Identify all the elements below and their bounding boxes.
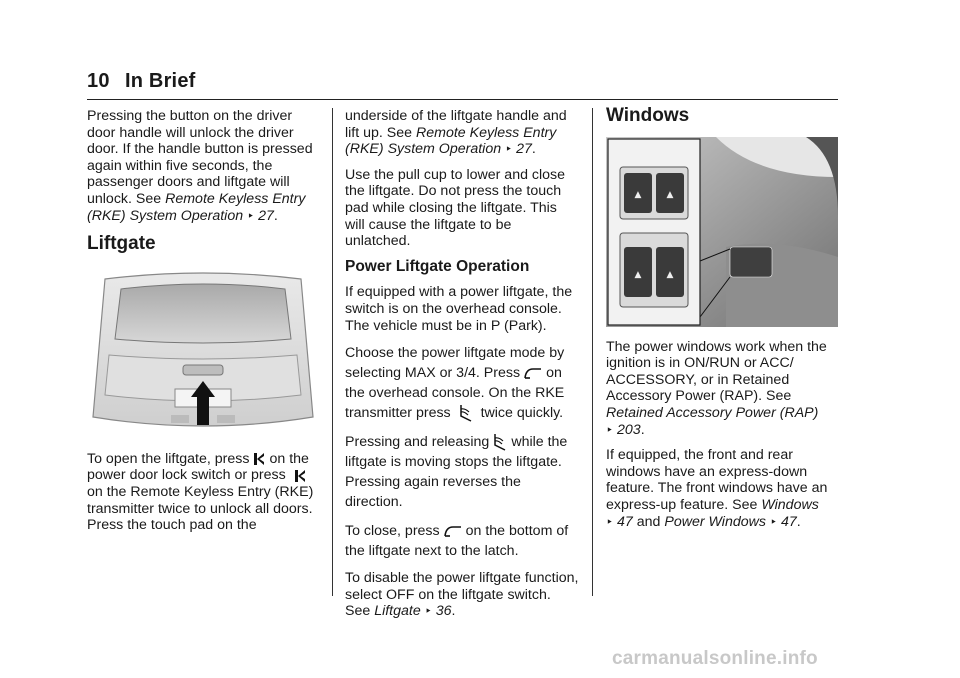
window-switch-photo — [606, 137, 838, 327]
page-ref-symbol: ‣ — [769, 514, 778, 529]
page-ref-27[interactable]: 27 — [258, 207, 274, 224]
liftgate-button-icon — [444, 525, 462, 537]
column-2 — [345, 108, 579, 629]
paragraph-close: To close, press on the bottom of the liftgate next to the latch. — [345, 523, 569, 560]
rke-liftgate-icon — [459, 404, 473, 422]
heading-windows: Windows — [606, 105, 690, 126]
paragraph-switch-location: If equipped with a power liftgate, the switch is on the overhead console. The vehicle must be in P (Park). — [345, 284, 573, 334]
paragraph-open-liftgate: To open the liftgate, press on the power door lock switch or press on the Remote Keyless Entry (RKE) transmitter twice to unlock all doors. Press the touch pad on the — [87, 450, 314, 534]
svg-text:▲: ▲ — [666, 269, 674, 280]
page-ref-47a[interactable]: 47 — [617, 513, 633, 530]
page-ref-symbol: ‣ — [606, 422, 614, 437]
link-rap[interactable]: Retained Accessory Power (RAP) — [606, 404, 819, 421]
section-title: In Brief — [125, 70, 196, 92]
page-number: 10 — [87, 70, 110, 92]
header-rule — [87, 99, 838, 100]
link-rke-system-2[interactable]: Remote Keyless Entry (RKE) System Operation — [345, 124, 557, 158]
unlock-icon — [253, 452, 265, 466]
page-ref-47b[interactable]: 47 — [780, 513, 797, 530]
paragraph-door-unlock: Pressing the button on the driver door handle will unlock the driver door. If the handle button is pressed again within five seconds, the passenger doors and liftgate will unlock. See Remote Keyless Entry (RKE) System Operation ‣ 27. — [87, 108, 313, 224]
page-ref-symbol: ‣ — [505, 142, 513, 157]
page-ref-symbol: ‣ — [424, 604, 432, 619]
heading-power-liftgate: Power Liftgate Operation — [345, 257, 530, 275]
link-windows[interactable]: Windows — [761, 496, 819, 513]
column-1 — [87, 108, 319, 543]
column-3 — [606, 105, 838, 539]
page-ref-27b[interactable]: 27 — [516, 141, 532, 158]
link-rke-system[interactable]: Remote Keyless Entry (RKE) System Operation — [87, 190, 306, 224]
paragraph-stop-liftgate: Pressing and releasing while the liftgate is moving stops the liftgate. Pressing again reverses the direction. — [345, 434, 568, 511]
liftgate-button-icon — [524, 367, 542, 379]
link-power-windows[interactable]: Power Windows — [664, 513, 766, 530]
rke-liftgate-icon — [493, 433, 507, 451]
svg-text:▲: ▲ — [634, 189, 642, 200]
page-ref-symbol: ‣ — [606, 514, 614, 529]
column-divider-2 — [592, 108, 593, 596]
column-divider-1 — [332, 108, 333, 596]
heading-liftgate: Liftgate — [87, 233, 156, 255]
watermark: carmanualsonline.info — [612, 648, 818, 669]
paragraph-pull-cup: Use the pull cup to lower and close the liftgate. Do not press the touch pad while closing the liftgate. This will cause the liftgate to be unlatched. — [345, 166, 566, 250]
paragraph-choose-mode: Choose the power liftgate mode by selecting MAX or 3/4. Press on the overhead console. On the RKE transmitter press twice quickly. — [345, 345, 565, 422]
link-liftgate[interactable]: Liftgate — [374, 603, 421, 620]
page-ref-symbol: ‣ — [247, 208, 255, 223]
page-ref-203[interactable]: 203 — [617, 421, 641, 438]
paragraph-power-windows: The power windows work when the ignition is in ON/RUN or ACC/ ACCESSORY, or in Retained Accessory Power (RAP). See Retained Accessory Power (RAP) ‣ 203. — [606, 338, 827, 438]
liftgate-photo — [87, 267, 319, 439]
page-header — [87, 70, 196, 93]
paragraph-express: If equipped, the front and rear windows have an express-down feature. The front windows have an express-up feature. See Windows ‣ 47 and Power Windows ‣ 47. — [606, 447, 828, 530]
svg-text:▲: ▲ — [634, 269, 642, 280]
page-ref-36[interactable]: 36 — [435, 603, 452, 620]
paragraph-touch-pad: underside of the liftgate handle and lift up. See Remote Keyless Entry (RKE) System Operation ‣ 27. — [345, 108, 567, 158]
unlock-icon — [294, 469, 306, 483]
svg-text:▲: ▲ — [666, 189, 674, 200]
paragraph-disable: To disable the power liftgate function, select OFF on the liftgate switch. See Liftgate ‣ 36. — [345, 570, 579, 620]
